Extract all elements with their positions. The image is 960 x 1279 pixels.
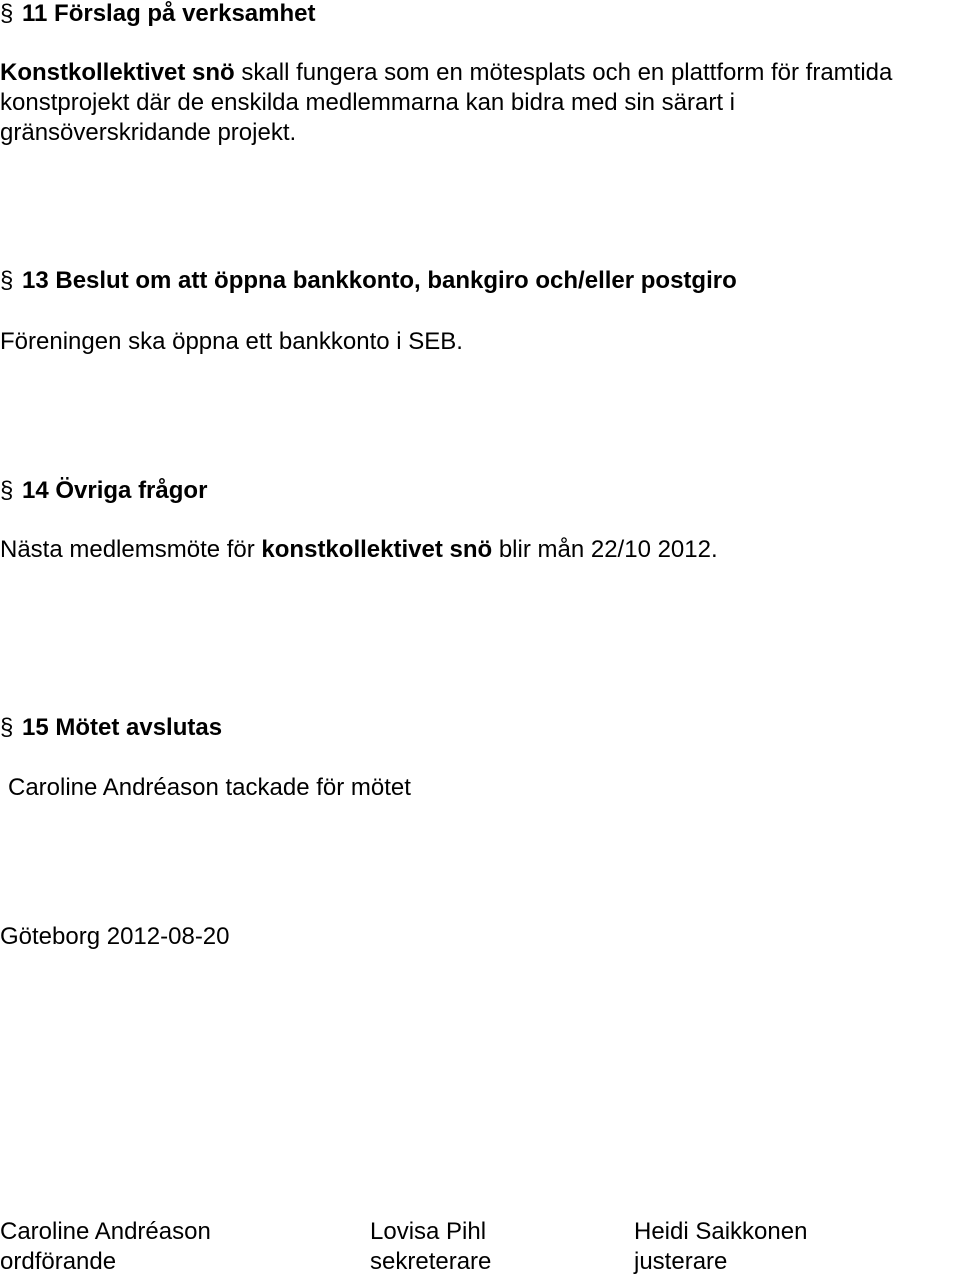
section-14-heading <box>0 475 207 507</box>
signature-block-secretary <box>370 1217 491 1277</box>
section-symbol: § <box>0 0 14 27</box>
section-11-line-3: gränsöverskridande projekt. <box>0 119 297 146</box>
section-11-heading <box>0 0 315 30</box>
signatory-name: Heidi Saikkonen <box>634 1218 808 1245</box>
section-11-line-2: konstprojekt där de enskilda medlemmarna kan bidra med sin särart i <box>0 89 736 116</box>
signature-block-adjuster <box>634 1217 807 1277</box>
org-name-bold: konstkollektivet snö <box>261 536 493 563</box>
section-11-title: 11 Förslag på verksamhet <box>22 0 316 27</box>
section-11-line-1 <box>0 58 892 88</box>
section-symbol: § <box>0 267 14 294</box>
section-11-line-1-rest: skall fungera som en mötesplats och en plattform för framtida <box>234 59 893 86</box>
signatory-role: ordförande <box>0 1248 117 1275</box>
section-15-title: 15 Mötet avslutas <box>22 714 223 741</box>
section-symbol: § <box>0 714 14 741</box>
section-13-title: 13 Beslut om att öppna bankkonto, bankgiro och/eller postgiro <box>22 267 737 294</box>
signatory-name: Caroline Andréason <box>0 1218 211 1245</box>
section-13-heading <box>0 265 737 297</box>
signatory-role: sekreterare <box>370 1248 492 1275</box>
section-14-body <box>0 534 718 566</box>
signatory-name: Lovisa Pihl <box>370 1218 487 1245</box>
section-14-body-post: blir mån 22/10 2012. <box>492 536 718 563</box>
section-11-body <box>0 58 892 148</box>
section-14-title: 14 Övriga frågor <box>22 477 208 504</box>
section-14-body-pre: Nästa medlemsmöte för <box>0 536 262 563</box>
org-name-bold: Konstkollektivet snö <box>0 59 235 86</box>
signature-block-chair <box>0 1217 211 1277</box>
section-symbol: § <box>0 477 14 504</box>
section-13-body: Föreningen ska öppna ett bankkonto i SEB. <box>0 328 463 355</box>
section-15-body: Caroline Andréason tackade för mötet <box>8 774 411 801</box>
section-15-heading <box>0 712 222 744</box>
signatory-role: justerare <box>634 1248 728 1275</box>
place-and-date: Göteborg 2012-08-20 <box>0 923 230 950</box>
